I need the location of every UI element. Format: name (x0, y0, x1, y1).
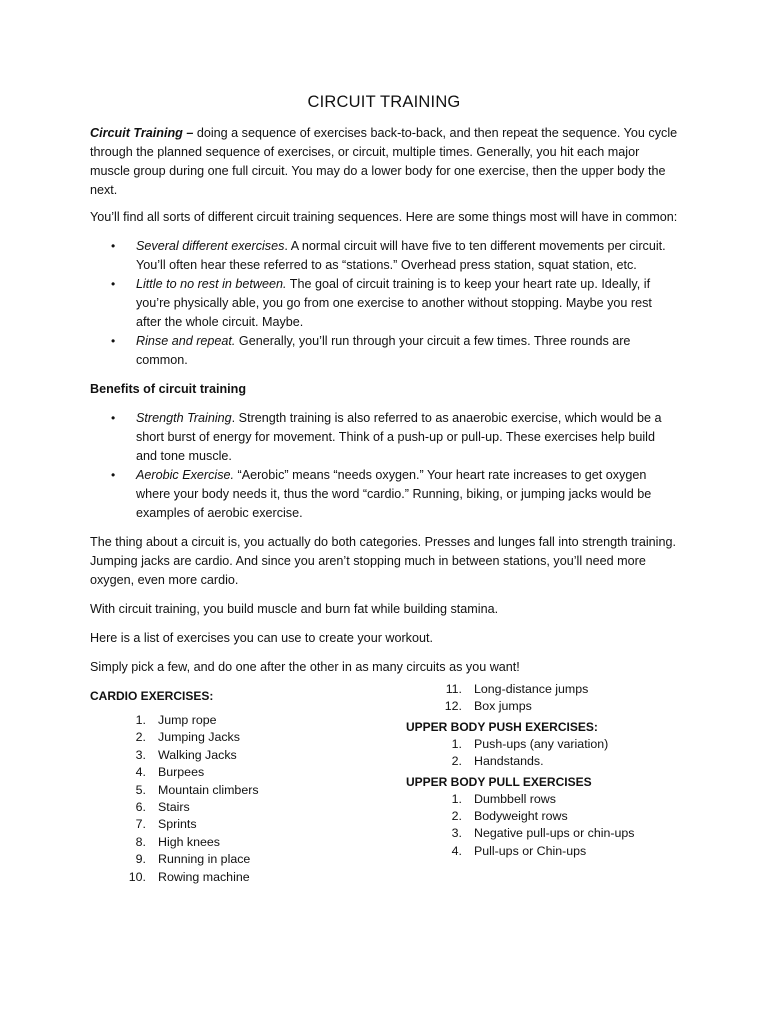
item-label: Jump rope (158, 713, 217, 727)
item-number: 1. (135, 713, 146, 727)
list-item (406, 825, 686, 842)
list-item (406, 808, 686, 825)
item-label: Handstands. (474, 754, 544, 769)
list-item (90, 237, 678, 275)
list-item (90, 747, 390, 764)
intro-text: doing a sequence of exercises back-to-back, and then repeat the sequence. You cycle through the planned sequence of exercises, or circuit, multiple times. Generally, you hit each major muscle group during one full circuit. You may do a lower body for one exercise, then the upper body the next. (90, 126, 678, 197)
list-item (406, 791, 686, 808)
item-number: 1. (451, 736, 462, 751)
item-term: Rinse and repeat. (136, 334, 236, 348)
bullet-icon: • (111, 334, 116, 348)
item-term: Several different exercises (136, 239, 285, 253)
list-item (90, 782, 390, 799)
push-list (406, 736, 686, 771)
item-label: High knees (158, 834, 220, 849)
item-text: The goal of circuit training is to keep your heart rate up. Ideally, if you’re physically able, you go from one exercise to another without stopping. Maybe you rest after the whole circuit. Maybe. (136, 277, 652, 329)
bullet-icon: • (111, 239, 116, 253)
item-label: Box jumps (474, 699, 532, 714)
list-item (90, 869, 390, 886)
item-label: Burpees (158, 765, 205, 780)
build-muscle-paragraph: With circuit training, you build muscle and burn fat while building stamina. (90, 602, 499, 616)
item-number: 8. (135, 834, 146, 849)
list-item (90, 799, 390, 816)
item-label: Pull-ups or Chin-ups (474, 843, 587, 858)
item-label: Sprints (158, 817, 197, 832)
list-item (406, 698, 686, 715)
list-item (90, 816, 390, 833)
item-text: “Aerobic” means “needs oxygen.” Your heart rate increases to get oxygen where your body needs it, thus the word “cardio.” Running, biking, or jumping jacks would be examples of aerobic exercise. (136, 468, 652, 520)
list-item (90, 764, 390, 781)
exercise-columns (90, 682, 678, 887)
common-list (90, 237, 678, 370)
item-label: Stairs (158, 800, 190, 815)
list-item (406, 736, 686, 753)
item-label: Mountain climbers (158, 782, 259, 797)
item-label: Running in place (158, 852, 251, 867)
list-item (406, 753, 686, 770)
list-item (406, 843, 686, 860)
item-label: Walking Jacks (158, 747, 237, 762)
item-text: . A normal circuit will have five to ten different movements per circuit. You’ll often hear these referred to as “stations.” Overhead press station, squat station, etc. (136, 239, 666, 272)
list-item (406, 681, 686, 698)
item-number: 6. (135, 800, 146, 815)
cardio-heading: CARDIO EXERCISES: (90, 689, 214, 703)
list-item (90, 851, 390, 868)
item-label: Bodyweight rows (474, 809, 568, 824)
item-term: Little to no rest in between. (136, 277, 287, 291)
intro-term: Circuit Training – (90, 126, 194, 140)
pull-heading: UPPER BODY PULL EXERCISES (406, 774, 592, 789)
item-number: 9. (135, 852, 146, 867)
benefits-list (90, 409, 678, 523)
list-item (90, 409, 678, 466)
item-term: Aerobic Exercise. (136, 468, 234, 482)
item-number: 3. (135, 747, 146, 762)
item-number: 12. (444, 699, 462, 714)
item-number: 1. (451, 791, 462, 806)
both-categories-paragraph: The thing about a circuit is, you actually do both categories. Presses and lunges fall into strength training. Jumping jacks are cardio. And since you aren’t stopping much in between stations, you’ll need more oxygen, even more cardio. (90, 535, 676, 587)
list-item (90, 332, 678, 370)
item-number: 11. (445, 682, 462, 696)
item-label: Jumping Jacks (158, 730, 240, 745)
pick-few-paragraph: Simply pick a few, and do one after the other in as many circuits as you want! (90, 660, 520, 674)
list-item (90, 712, 390, 729)
item-label: Push-ups (any variation) (474, 736, 609, 751)
item-number: 4. (135, 765, 146, 780)
item-number: 5. (135, 782, 146, 797)
item-label: Long-distance jumps (474, 682, 589, 696)
pull-list (406, 791, 686, 861)
list-item (90, 834, 390, 851)
list-item (90, 466, 678, 523)
bullet-icon: • (111, 411, 116, 425)
item-number: 2. (451, 754, 462, 769)
common-intro-paragraph: You’ll find all sorts of different circuit training sequences. Here are some things most will have in common: (90, 210, 678, 224)
push-heading: UPPER BODY PUSH EXERCISES: (406, 719, 598, 734)
bullet-icon: • (111, 277, 116, 291)
benefits-heading: Benefits of circuit training (90, 382, 247, 396)
item-number: 3. (451, 826, 462, 841)
item-number: 10. (128, 869, 146, 884)
intro-paragraph (90, 124, 678, 200)
item-number: 4. (451, 843, 462, 858)
list-item (90, 729, 390, 746)
right-column (406, 681, 686, 860)
item-number: 7. (135, 817, 146, 832)
item-label: Rowing machine (158, 869, 250, 884)
cardio-list-continued (406, 681, 686, 716)
exercise-list-intro-paragraph: Here is a list of exercises you can use to create your workout. (90, 631, 433, 645)
item-number: 2. (135, 730, 146, 745)
left-column (90, 687, 390, 886)
item-text: . Strength training is also referred to as anaerobic exercise, which would be a short burst of energy for movement. Think of a push-up or pull-up. These exercises help build and tone muscle. (136, 411, 662, 463)
item-label: Dumbbell rows (474, 791, 556, 806)
item-label: Negative pull-ups or chin-ups (474, 826, 635, 841)
item-text: Generally, you’ll run through your circuit a few times. Three rounds are common. (136, 334, 631, 367)
cardio-list (90, 712, 390, 886)
item-number: 2. (451, 809, 462, 824)
page-title: CIRCUIT TRAINING (307, 93, 461, 111)
list-item (90, 275, 678, 332)
item-term: Strength Training (136, 411, 232, 425)
bullet-icon: • (111, 468, 116, 482)
